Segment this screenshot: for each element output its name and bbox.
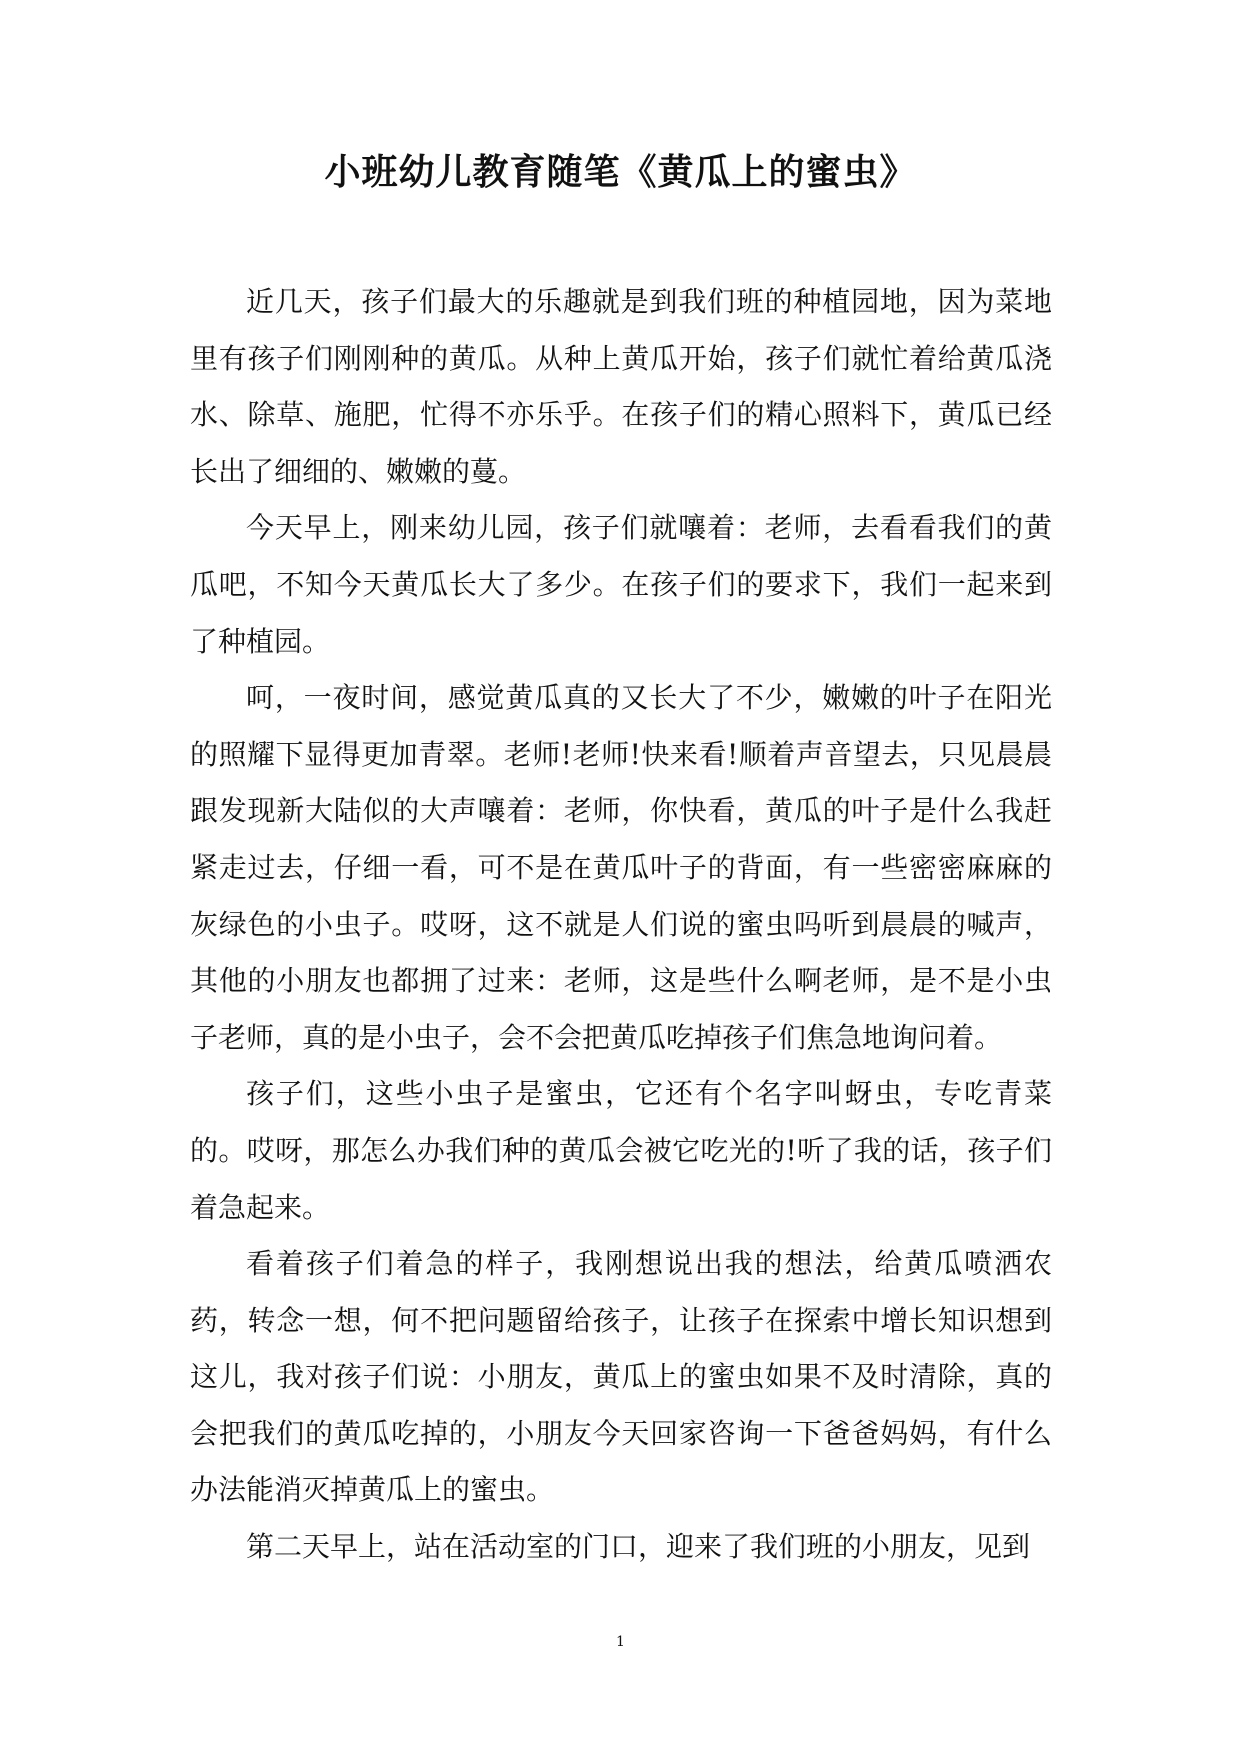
paragraph-3: 呵，一夜时间，感觉黄瓜真的又长大了不少，嫩嫩的叶子在阳光的照耀下显得更加青翠。老师!老师!快来看!顺着声音望去，只见晨晨跟发现新大陆似的大声嚷着：老师，你快看，黄瓜的叶子是什么我赶紧走过去，仔细一看，可不是在黄瓜叶子的背面，有一些密密麻麻的灰绿色的小虫子。哎呀，这不就是人们说的蜜虫吗听到晨晨的喊声，其他的小朋友也都拥了过来：老师，这是些什么啊老师，是不是小虫子老师，真的是小虫子，会不会把黄瓜吃掉孩子们焦急地询问着。 — [190, 681, 1052, 1054]
paragraph-1: 近几天，孩子们最大的乐趣就是到我们班的种植园地，因为菜地里有孩子们刚刚种的黄瓜。从种上黄瓜开始，孩子们就忙着给黄瓜浇水、除草、施肥，忙得不亦乐乎。在孩子们的精心照料下，黄瓜已经长出了细细的、嫩嫩的蔓。 — [190, 285, 1052, 488]
paragraph-6: 第二天早上，站在活动室的门口，迎来了我们班的小朋友，见到 — [246, 1530, 1031, 1564]
document-title: 小班幼儿教育随笔《黄瓜上的蜜虫》 — [324, 151, 917, 193]
document-body — [190, 274, 1052, 1576]
paragraph-2: 今天早上，刚来幼儿园，孩子们就嚷着：老师，去看看我们的黄瓜吧，不知今天黄瓜长大了多少。在孩子们的要求下，我们一起来到了种植园。 — [190, 511, 1052, 658]
paragraph-5: 看着孩子们着急的样子，我刚想说出我的想法，给黄瓜喷洒农药，转念一想，何不把问题留给孩子，让孩子在探索中增长知识想到这儿，我对孩子们说：小朋友，黄瓜上的蜜虫如果不及时清除，真的会把我们的黄瓜吃掉的，小朋友今天回家咨询一下爸爸妈妈，有什么办法能消灭掉黄瓜上的蜜虫。 — [190, 1247, 1052, 1507]
page-number: 1 — [616, 1634, 625, 1650]
paragraph-4: 孩子们，这些小虫子是蜜虫，它还有个名字叫蚜虫，专吃青菜的。哎呀，那怎么办我们种的黄瓜会被它吃光的!听了我的话，孩子们着急起来。 — [190, 1077, 1052, 1224]
